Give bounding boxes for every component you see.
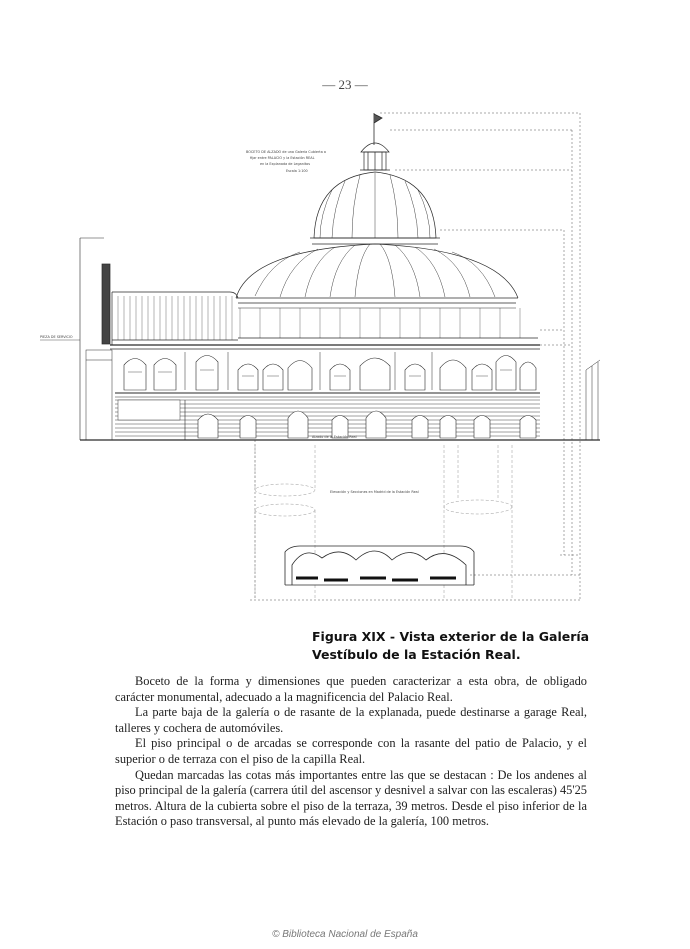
chimney xyxy=(102,264,110,344)
flag-icon xyxy=(374,113,382,145)
copyright-footer: © Biblioteca Nacional de España xyxy=(272,929,418,940)
drawing-title-line-4: Escala 1:100 xyxy=(286,169,308,173)
arcade-floor xyxy=(115,352,540,397)
upper-dome xyxy=(310,172,440,244)
rusticated-base xyxy=(115,400,540,438)
page-number: — 23 — xyxy=(322,77,368,92)
drawing-title-line-3: en la Explanada de Leganitos xyxy=(260,162,310,166)
figure-caption xyxy=(312,628,632,664)
left-pavilion xyxy=(86,350,112,440)
left-wing xyxy=(112,292,238,345)
paragraph: Quedan marcadas las cotas más importantes entre las que se destacan : De los andenes al piso principal de la galería (carrera útil del ascensor y desnivel a salvar con las escaleras) 45'25 metros. Altura de la cubierta sobre el piso de la terraza, 39 metros. Desde el piso inferior de la Estación o paso transversal, al punto más elevado de la galería, 100 metros. xyxy=(115,767,587,829)
tunnel-section xyxy=(285,546,474,585)
drawing-sub-label: Alzado de la Estación Real xyxy=(312,435,357,439)
drawing-section-label: Elevación y Secciones en Madrid de la Estación Real xyxy=(330,490,419,494)
body-text xyxy=(115,674,587,830)
lantern xyxy=(360,143,390,170)
drawing-title-line-2: fijar entre PALACIO y la Estación REAL xyxy=(250,156,315,160)
right-stair-structure xyxy=(586,360,600,440)
paragraph: El piso principal o de arcadas se corresponde con la rasante del patio de Palacio, y el superior o de terraza con el piso de la capilla Real. xyxy=(115,736,587,766)
caption-line-2: Vestíbulo de la Estación Real. xyxy=(312,647,521,662)
paragraph: Boceto de la forma y dimensiones que pueden caracterizar a esta obra, de obligado carácter monumental, adecuado a la magnificencia del Palacio Real. xyxy=(115,674,587,704)
caption-line-1: Figura XIX - Vista exterior de la Galería xyxy=(312,629,590,644)
drawing-left-label: PIEZA DE SERVICIO xyxy=(40,335,73,339)
paragraph: La parte baja de la galería o de rasante de la explanada, puede destinarse a garage Real, talleres y cochera de automóviles. xyxy=(115,705,587,735)
main-dome xyxy=(236,244,538,338)
dimension-lines xyxy=(250,113,580,600)
drawing-title-line-1: BOCETO DE ALZADO de una Galería Cubierta a xyxy=(246,150,326,154)
